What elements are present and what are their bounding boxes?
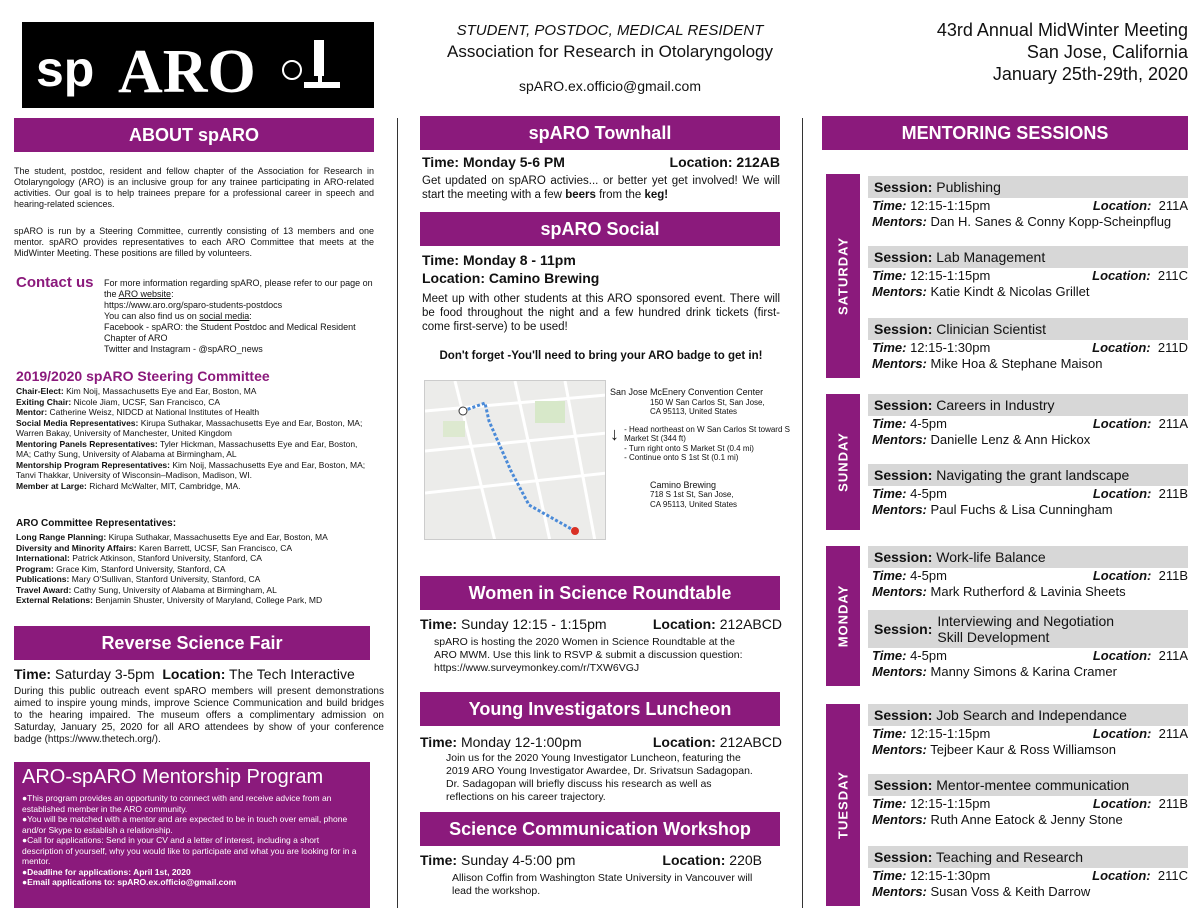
about-paragraph-2: spARO is run by a Steering Committee, currently consisting of 13 members and one mentor. spARO provides representatives to each ARO Committee that meets at the MidWinter Meeting. These positions are filled by volunteers.: [14, 226, 374, 258]
session-header: Session: Mentor-mentee communication: [868, 774, 1188, 796]
session-time-row: Time: 12:15-1:15pm Location: 211A: [872, 726, 1188, 741]
contact-url[interactable]: https://www.aro.org/sparo-students-postdocs: [104, 300, 283, 310]
townhall-time: Time: Monday 5-6 PM: [422, 154, 565, 170]
svg-text:ARO: ARO: [118, 38, 256, 106]
steering-member: Mentor: Catherine Weisz, NIDCD at National Institutes of Health: [16, 407, 260, 417]
meeting-title: 43rd Annual MidWinter Meeting: [936, 20, 1188, 40]
session-time-row: Time: 12:15-1:15pm Location: 211C: [872, 268, 1188, 283]
map-to-name: Camino Brewing: [650, 479, 717, 490]
social-media-link[interactable]: social media: [199, 311, 250, 321]
social-title: spARO Social: [420, 212, 780, 246]
session-mentors: Mentors: Manny Simons & Karina Cramer: [872, 664, 1117, 679]
committee-member: Diversity and Minority Affairs: Karen Barrett, UCSF, San Francisco, CA: [16, 542, 293, 553]
fair-title: Reverse Science Fair: [14, 626, 370, 660]
map-direction: - Continue onto S 1st St (0.1 mi): [624, 453, 739, 462]
mentorship-box: [14, 762, 370, 908]
column-divider-right: [802, 118, 803, 908]
committee-member: Program: Grace Kim, Stanford University, Stanford, CA: [16, 563, 226, 574]
women-title: Women in Science Roundtable: [420, 576, 780, 610]
day-monday: MONDAY: [826, 546, 860, 686]
committee-member: Long Range Planning: Kirupa Suthakar, Massachusetts Eye and Ear, Boston, MA: [16, 532, 328, 542]
mentorship-email-row: ●Email applications to: spARO.ex.officio@gmail.com: [22, 877, 237, 887]
townhall-time-row: [422, 154, 780, 170]
committee-list: [16, 532, 374, 606]
session-header: Session: Lab Management: [868, 246, 1188, 268]
session-card: [868, 774, 1188, 828]
map-direction: - Turn right onto S Market St (0.4 mi): [624, 443, 754, 453]
session-header: Session: Publishing: [868, 176, 1188, 198]
map-from-name: San Jose McEnery Convention Center: [610, 387, 764, 397]
contact-twitter: Twitter and Instagram - @spARO_news: [104, 344, 263, 354]
aro-website-link[interactable]: ARO website: [118, 289, 172, 299]
session-card: [868, 176, 1188, 230]
column-divider-left: [397, 118, 398, 908]
luncheon-body: Join us for the 2020 Young Investigator Luncheon, featuring the 2019 ARO Young Investigator Awardee, Dr. Srivatsun Sadagopan. Dr. Sadagopan will briefly discuss his research as well as reflections on his career trajectory.: [446, 752, 753, 803]
committee-member: Publications: Mary O'Sullivan, Stanford University, Stanford, CA: [16, 574, 261, 584]
session-mentors: Mentors: Katie Kindt & Nicolas Grillet: [872, 284, 1090, 299]
workshop-location: 220B: [729, 852, 762, 868]
session-mentors: Mentors: Tejbeer Kaur & Ross Williamson: [872, 742, 1116, 757]
workshop-title: Science Communication Workshop: [420, 812, 780, 846]
svg-text:sp: sp: [36, 41, 95, 97]
social-location: Location: Camino Brewing: [422, 270, 600, 286]
session-header: Session: Clinician Scientist: [868, 318, 1188, 340]
session-header: Session: Job Search and Independance: [868, 704, 1188, 726]
luncheon-title: Young Investigators Luncheon: [420, 692, 780, 726]
session-header: Session: Interviewing and Negotiation Skill Development: [868, 610, 1188, 648]
map-image: [424, 380, 606, 540]
arrow-down-icon: ↓: [610, 423, 619, 444]
steering-member: Social Media Representatives: Kirupa Suthakar, Massachusetts Eye and Ear, Boston, MA; Warren Bakay, University of Manchester, United Kingdom: [16, 417, 363, 438]
header-subtitle: STUDENT, POSTDOC, MEDICAL RESIDENT: [456, 22, 764, 39]
luncheon-time-row: Time: Monday 12-1:00pm Location: 212ABCD: [420, 734, 782, 750]
committee-member: International: Patrick Atkinson, Stanford University, Stanford, CA: [16, 553, 262, 563]
workshop-body: Allison Coffin from Washington State University in Vancouver will lead the workshop.: [452, 872, 753, 897]
day-sunday: SUNDAY: [826, 394, 860, 530]
session-mentors: Mentors: Dan H. Sanes & Conny Kopp-Scheinpflug: [872, 214, 1172, 229]
social-note: Don't forget -You'll need to bring your ARO badge to get in!: [439, 350, 763, 362]
steering-list: [16, 386, 374, 491]
townhall-title: spARO Townhall: [420, 116, 780, 150]
session-card: [868, 704, 1188, 758]
session-time-row: Time: 12:15-1:15pm Location: 211B: [872, 796, 1188, 811]
session-time-row: Time: 4-5pm Location: 211B: [872, 486, 1188, 501]
session-card: [868, 246, 1188, 300]
women-time: Sunday 12:15 - 1:15pm: [460, 616, 607, 632]
fair-time-row: Time: Saturday 3-5pm Location: The Tech Interactive: [14, 666, 355, 682]
workshop-time: Sunday 4-5:00 pm: [460, 852, 576, 868]
session-time-row: Time: 4-5pm Location: 211A: [872, 648, 1188, 663]
session-mentors: Mentors: Mark Rutherford & Lavinia Sheets: [872, 584, 1126, 599]
logo: [22, 22, 374, 108]
committee-member: External Relations: Benjamin Shuster, University of Maryland, College Park, MD: [16, 595, 323, 605]
session-card: [868, 464, 1188, 518]
session-mentors: Mentors: Paul Fuchs & Lisa Cunningham: [872, 502, 1113, 517]
contact-facebook: Facebook - spARO: the Student Postdoc and Medical Resident Chapter of ARO: [104, 322, 356, 343]
steering-member: Chair-Elect: Kim Noij, Massachusetts Eye and Ear, Boston, MA: [16, 386, 257, 396]
map-to-addr: 718 S 1st St, San Jose,: [650, 490, 734, 499]
steering-title: 2019/2020 spARO Steering Committee: [16, 368, 270, 384]
mentorship-bullet: ●This program provides an opportunity to connect with and receive advice from an established member in the ARO community.: [22, 793, 332, 814]
meeting-location: San Jose, California: [1026, 42, 1188, 62]
mentorship-bullet: ●Call for applications: Send in your CV and a letter of interest, including a short description of yourself, why you would like to participate and what you are looking for in a mentor.: [22, 835, 357, 866]
session-mentors: Mentors: Ruth Anne Eatock & Jenny Stone: [872, 812, 1123, 827]
map-to-addr: CA 95113, United States: [650, 499, 738, 509]
day-saturday: SATURDAY: [826, 174, 860, 378]
steering-member: Exiting Chair: Nicole Jiam, UCSF, San Francisco, CA: [16, 396, 221, 407]
about-paragraph-1: The student, postdoc, resident and fellow chapter of the Association for Research in Otolaryngology (ARO) is an inclusive group for any trainee participating in ARO-related activities. Our goal is to help trainees prepare for a professional career in speech and hearing-related sciences.: [14, 166, 374, 209]
map-directions: [610, 388, 790, 509]
logo-graphic: [22, 22, 374, 108]
session-card: [868, 846, 1188, 900]
session-time-row: Time: 12:15-1:30pm Location: 211C: [872, 868, 1188, 883]
map-direction: - Head northeast on W San Carlos St toward S Market St (344 ft): [624, 424, 790, 443]
luncheon-time: Monday 12-1:00pm: [460, 734, 582, 750]
session-header: Session: Work-life Balance: [868, 546, 1188, 568]
mentorship-bullet: ●You will be matched with a mentor and are expected to be in touch over email, phone and/or Skype to establish a relationship.: [22, 814, 348, 835]
contact-title: Contact us: [16, 274, 94, 291]
header-email[interactable]: spARO.ex.officio@gmail.com: [518, 78, 701, 94]
women-location: 212ABCD: [719, 616, 782, 632]
about-title: ABOUT spARO: [14, 118, 374, 152]
session-card: [868, 394, 1188, 448]
map-from-addr: 150 W San Carlos St, San Jose,: [650, 397, 765, 407]
committee-member: Travel Award: Cathy Sung, University of Alabama at Birmingham, AL: [16, 584, 277, 595]
day-tuesday: TUESDAY: [826, 704, 860, 906]
session-header: Session: Teaching and Research: [868, 846, 1188, 868]
header-org: Association for Research in Otolaryngology: [447, 42, 773, 61]
session-time-row: Time: 12:15-1:30pm Location: 211D: [872, 340, 1188, 355]
session-mentors: Mentors: Danielle Lenz & Ann Hickox: [872, 432, 1091, 447]
steering-member: Member at Large: Richard McWalter, MIT, Cambridge, MA.: [16, 480, 241, 491]
steering-member: Mentoring Panels Representatives: Tyler Hickman, Massachusetts Eye and Ear, Boston, MA; Cathy Sung, University of Alabama at Birmingham, AL: [16, 438, 358, 459]
fair-body: During this public outreach event spARO members will present demonstrations aimed to inspire young minds, improve Science Communication and build bridges to the hearing impaired. The museum offers a complimentary admission on Saturday, January 25, 2020 for all ARO attendees by show of your conference badge (https://www.thetech.org/).: [14, 686, 384, 745]
session-card: [868, 546, 1188, 600]
luncheon-location: 212ABCD: [719, 734, 782, 750]
map-from-addr: CA 95113, United States: [650, 407, 738, 416]
session-mentors: Mentors: Mike Hoa & Stephane Maison: [872, 356, 1103, 371]
workshop-time-row: Time: Sunday 4-5:00 pm Location: 220B: [420, 852, 762, 868]
committee-title: ARO Committee Representatives:: [16, 518, 177, 529]
session-card: [868, 318, 1188, 372]
contact-line-1: For more information regarding spARO, please refer to our page on the: [104, 278, 373, 299]
social-time: Time: Monday 8 - 11pm: [422, 252, 576, 268]
session-time-row: Time: 4-5pm Location: 211A: [872, 416, 1188, 431]
contact-line-3: You can also find us on: [104, 311, 197, 321]
mentorship-email[interactable]: spARO.ex.officio@gmail.com: [117, 877, 237, 887]
women-time-row: Time: Sunday 12:15 - 1:15pm Location: 212ABCD: [420, 616, 782, 632]
contact-text: For more information regarding spARO, please refer to our page on the ARO website: https://www.aro.org/sparo-students-postdocs You can also find us on social media: Facebook - spARO: the Student Postdoc and Medical Resident Chapter of ARO Twitter and Instagram - @spARO_news: [104, 278, 373, 354]
mentorship-deadline: ●Deadline for applications: April 1st, 2020: [22, 866, 191, 877]
session-header: Session: Navigating the grant landscape: [868, 464, 1188, 486]
women-body: spARO is hosting the 2020 Women in Science Roundtable at the ARO MWM. Use this link to RSVP & submit a discussion question: https://www.surveymonkey.com/r/TXW6VGJ: [434, 636, 743, 674]
meeting-dates: January 25th-29th, 2020: [992, 64, 1188, 84]
session-time-row: Time: 12:15-1:15pm Location: 211A: [872, 198, 1188, 213]
session-mentors: Mentors: Susan Voss & Keith Darrow: [872, 884, 1091, 899]
session-time-row: Time: 4-5pm Location: 211B: [872, 568, 1188, 583]
townhall-location: Location: 212AB: [669, 154, 780, 170]
session-card: [868, 610, 1188, 680]
townhall-body: Get updated on spARO activies... or better yet get involved! We will start the meeting with a few beers from the keg!: [422, 175, 780, 201]
steering-member: Mentorship Program Representatives: Kim Noij, Massachusetts Eye and Ear, Boston, MA; Tanvi Thakkar, University of Wisconsin–Madison, Madison, WI.: [16, 459, 366, 480]
session-header: Session: Careers in Industry: [868, 394, 1188, 416]
mentoring-title: MENTORING SESSIONS: [822, 116, 1188, 150]
social-body: Meet up with other students at this ARO sponsored event. There will be food throughout the night and a few hundred drink tickets (first-come first-serve) to be used!: [422, 293, 780, 333]
mentorship-title: ARO-spARO Mentorship Program: [22, 766, 324, 788]
